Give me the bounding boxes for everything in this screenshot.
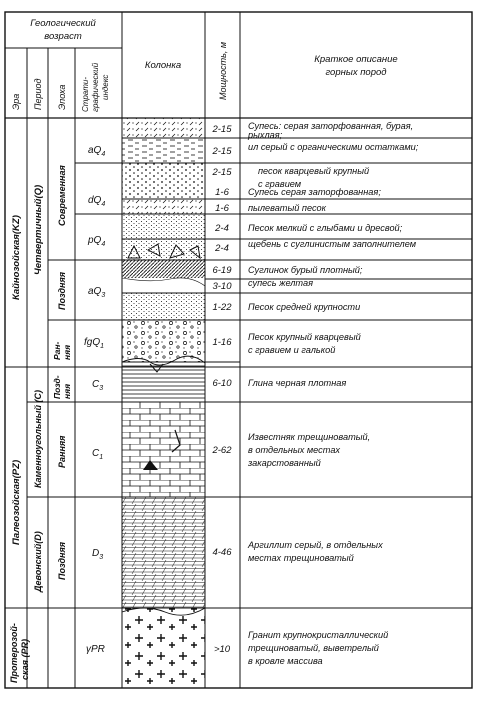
header-thickness: Мощность, м	[218, 41, 228, 100]
pattern-blocks	[122, 239, 205, 260]
desc-4-0: пылеватый песок	[248, 203, 326, 213]
desc-13-0: Аргиллит серый, в отдельных	[248, 540, 383, 550]
thickness-2: 2-15	[212, 167, 232, 178]
index-dQ4: $dQ_4$	[88, 195, 106, 208]
header-period: Период	[33, 78, 43, 110]
desc-14-0: Гранит крупнокристаллический	[248, 630, 389, 640]
thickness-0: 2-15	[212, 124, 232, 135]
header-column: Колонка	[144, 60, 182, 71]
thickness-7: 6-19	[212, 265, 232, 276]
desc-11-0: Глина черная плотная	[248, 378, 347, 388]
desc-6-0: щебень с суглинистым заполнителем	[248, 239, 417, 249]
era-proterozoic-1: Протерозой-	[9, 623, 19, 683]
epoch-early-q-1: Ран-	[52, 341, 62, 360]
index-D3: $D_3$	[92, 548, 104, 561]
desc-12-0: Известняк трещиноватый,	[248, 432, 371, 442]
layer-descriptions	[247, 121, 419, 666]
pattern-peat-sandy-loam	[122, 118, 205, 138]
index-pQ4: $pQ_4$	[88, 235, 106, 248]
desc-14-1: трещиноватый, выветрелый	[248, 643, 379, 653]
pattern-silt	[122, 138, 205, 163]
header-strat-index-2: графический	[91, 62, 100, 112]
header-strat-index-3: индекс	[101, 74, 110, 100]
epoch-late-c-2: няя	[62, 383, 72, 399]
header-strat-index-1: Страти-	[81, 76, 90, 112]
desc-10-0: Песок крупный кварцевый	[248, 332, 361, 342]
desc-2-0: песок кварцевый крупный	[258, 166, 370, 176]
desc-12-2: закарстованный	[248, 458, 321, 468]
thickness-4: 1-6	[215, 203, 229, 214]
desc-0-0: Супесь: серая заторфованная, бурая,	[248, 121, 414, 131]
period-carboniferous: Каменноугольный (C)	[33, 390, 43, 488]
header-description-1: Краткое описание	[314, 54, 398, 65]
period-devonian: Девонский(D)	[33, 531, 43, 592]
desc-12-1: в отдельных местах	[248, 445, 341, 455]
header-era: Эра	[11, 93, 21, 110]
thickness-13: 4-46	[212, 547, 232, 558]
thickness-12: 2-62	[212, 445, 232, 456]
pattern-gravel-pebbles	[122, 320, 205, 362]
desc-13-1: местах трещиноватый	[248, 553, 354, 563]
epoch-late-q: Поздняя	[57, 271, 67, 310]
pattern-medium-sand	[122, 293, 205, 320]
era-cenozoic: Кайнозойская(KZ)	[11, 215, 22, 300]
desc-8-0: супесь желтая	[248, 278, 313, 288]
index-fgQ1: fgQ$_1$	[84, 337, 105, 350]
header-geo-age-line2: возраст	[44, 31, 82, 42]
index-gPR: γPR	[86, 644, 105, 655]
thickness-11: 6-10	[212, 378, 232, 389]
epoch-late-c-1: Позд-	[52, 375, 62, 399]
desc-0-1: рыхлая;	[248, 130, 283, 140]
desc-5-0: Песок мелкий с глыбами и дресвой;	[248, 223, 403, 233]
header-epoch: Эпоха	[57, 84, 67, 110]
thickness-5: 2-4	[215, 223, 229, 234]
index-aQ4: $aQ_4$	[88, 145, 106, 158]
pattern-argillite	[122, 497, 205, 608]
era-proterozoic-2: ская (PR)	[20, 639, 30, 680]
epoch-early-c: Ранняя	[57, 435, 67, 468]
thickness-6: 2-4	[215, 243, 229, 254]
thickness-14: >10	[213, 644, 231, 655]
epoch-late-d: Поздняя	[57, 541, 67, 580]
pattern-limestone	[122, 402, 205, 497]
thickness-8: 3-10	[212, 281, 232, 292]
index-C1: $C_1$	[92, 448, 104, 461]
epoch-modern: Современная	[57, 165, 67, 226]
thickness-3: 1-6	[215, 187, 229, 198]
desc-9-0: Песок средней крупности	[248, 302, 361, 312]
pattern-sandy-loam	[122, 199, 205, 214]
pattern-loam	[122, 260, 205, 278]
thickness-10: 1-16	[212, 337, 232, 348]
period-quaternary: Четвертичный(Q)	[33, 184, 44, 275]
era-paleozoic: Палеозойская(PZ)	[11, 459, 22, 545]
desc-7-0: Суглинок бурый плотный;	[248, 265, 363, 275]
pattern-coarse-sand	[122, 163, 205, 199]
desc-3-0: Супесь серая заторфованная;	[248, 187, 381, 197]
header-geo-age-line1: Геологический	[30, 18, 96, 29]
pattern-granite	[122, 608, 205, 688]
desc-10-1: с гравием и галькой	[248, 345, 336, 355]
thickness-9: 1-22	[212, 302, 232, 313]
desc-1-0: ил серый с органическими остатками;	[248, 142, 419, 152]
index-aQ3: $aQ_3$	[88, 286, 106, 299]
pattern-clay	[122, 362, 205, 402]
epoch-early-q-2: няя	[62, 344, 72, 360]
desc-2-1: с гравием	[258, 179, 302, 189]
pattern-silty-sand	[122, 214, 205, 239]
index-C3: $C_3$	[92, 379, 104, 392]
header-description-2: горных пород	[325, 67, 387, 78]
thickness-values	[211, 124, 232, 655]
lithology-column	[122, 118, 205, 688]
pattern-sandy-loam-lower	[122, 278, 205, 293]
thickness-1: 2-15	[212, 146, 232, 157]
desc-14-2: в кровле массива	[248, 656, 323, 666]
